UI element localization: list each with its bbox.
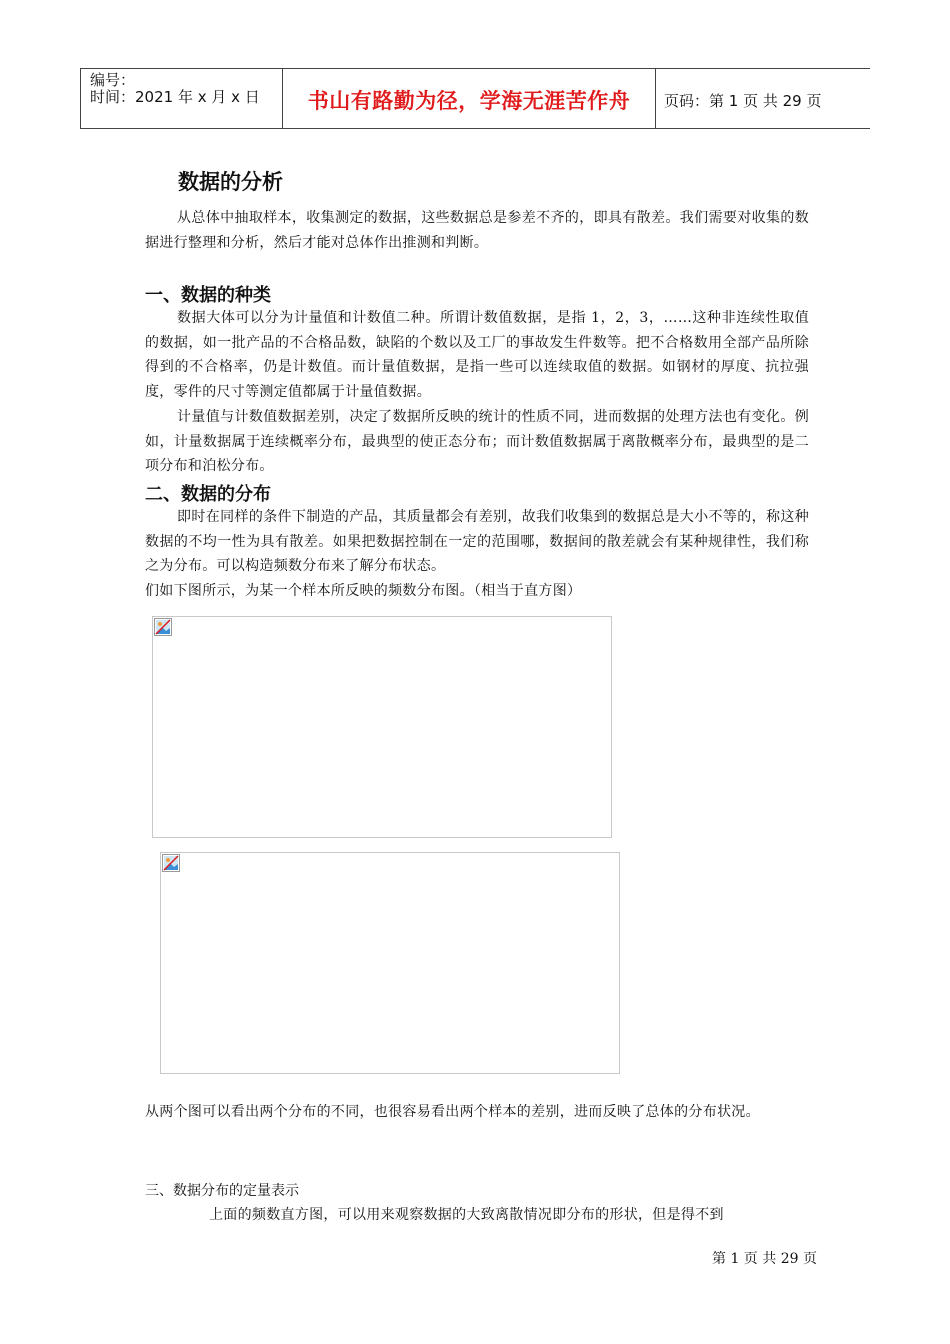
section1-paragraph-2: 计量值与计数值数据差别，决定了数据所反映的统计的性质不同，进而数据的处理方法也有变化。例如，计量数据属于连续概率分布，最典型的使正态分布；而计数值数据属于离散概率分布，最典型的是二项分布和泊松分布。 xyxy=(145,409,809,474)
section3-paragraph-1: 上面的频数直方图，可以用来观察数据的大致离散情况即分布的形状，但是得不到 xyxy=(209,1207,724,1223)
intro-paragraph: 从总体中抽取样本，收集测定的数据，这些数据总是参差不齐的，即具有散差。我们需要对收集的数据进行整理和分析，然后才能对总体作出推测和判断。 xyxy=(145,210,809,251)
section2-paragraph-1: 即时在同样的条件下制造的产品，其质量都会有差别，故我们收集到的数据总是大小不等的，称这种数据的不均一性为具有散差。如果把数据控制在一定的范围哪，数据间的散差就会有某种规律性，我们称之为分布。可以构造频数分布来了解分布状态。 xyxy=(145,509,809,574)
section2-paragraph-2: 们如下图所示，为某一个样本所反映的频数分布图。（相当于直方图） xyxy=(145,583,582,599)
header-motto: 书山有路勤为径，学海无涯苦作舟 xyxy=(307,89,631,113)
header-top-rule xyxy=(80,68,870,69)
histogram-image-1 xyxy=(152,616,612,838)
header-divider-left xyxy=(80,68,81,128)
header-divider-1 xyxy=(282,68,283,128)
header-divider-2 xyxy=(655,68,656,128)
broken-image-icon xyxy=(154,618,172,636)
header-page: 页码：第 1 页 共 29 页 xyxy=(664,92,822,110)
header-meta xyxy=(90,72,280,106)
header-number: 编号： xyxy=(90,71,136,89)
header-bottom-rule xyxy=(80,128,870,129)
header-time: 时间：2021 年 x 月 x 日 xyxy=(90,88,260,106)
section1-heading: 一、数据的种类 xyxy=(145,285,271,306)
document-title: 数据的分析 xyxy=(178,170,283,194)
histogram-image-2 xyxy=(160,852,620,1074)
section3-heading: 三、数据分布的定量表示 xyxy=(145,1183,299,1199)
conclusion-paragraph: 从两个图可以看出两个分布的不同，也很容易看出两个样本的差别，进而反映了总体的分布状况。 xyxy=(145,1104,760,1120)
section1-paragraph-1: 数据大体可以分为计量值和计数值二种。所谓计数值数据，是指 1，2，3，……这种非连续性取值的数据，如一批产品的不合格品数，缺陷的个数以及工厂的事故发生件数等。把不合格数用全部产品所除得到的不合格率，仍是计数值。而计量值数据，是指一些可以连续取值的数据。如钢材的厚度、抗拉强度，零件的尺寸等测定值都属于计量值数据。 xyxy=(145,310,809,400)
page-footer: 第 1 页 共 29 页 xyxy=(712,1251,817,1267)
broken-image-icon xyxy=(162,854,180,872)
section2-heading: 二、数据的分布 xyxy=(145,484,271,505)
